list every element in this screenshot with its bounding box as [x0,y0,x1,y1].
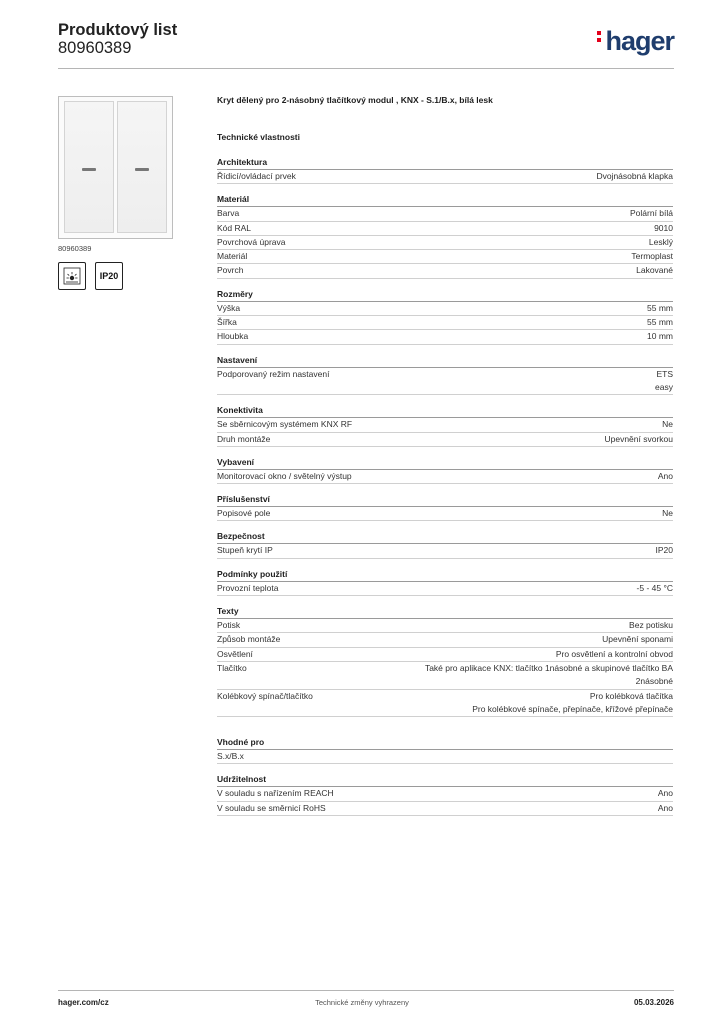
spec-label: Stupeň krytí IP [217,545,273,556]
spec-row [217,787,673,801]
rocker-left [64,101,114,233]
spec-label: Popisové pole [217,508,271,519]
spec-row [217,250,673,264]
section-title: Udržitelnost [217,773,673,787]
spec-section [217,288,673,345]
spec-row [217,316,673,330]
spec-content [217,94,673,825]
section-title: Bezpečnost [217,530,673,544]
spec-label: Šířka [217,317,237,328]
spec-value-line: easy [655,381,673,392]
section-title: Vhodné pro [217,736,673,750]
footer-date: 05.03.2026 [633,998,674,1007]
spec-row [217,648,673,662]
image-caption: 80960389 [58,244,92,253]
spec-value [247,250,673,263]
spec-value [296,170,673,183]
spec-row [217,690,673,718]
spec-value-line: 2násobné [635,676,673,687]
spec-row [217,582,673,596]
spec-row [217,544,673,558]
spec-value [251,222,673,235]
spec-row [217,330,673,344]
footer-website-link[interactable]: hager.com/cz [58,998,109,1007]
spec-label: Se sběrnicovým systémem KNX RF [217,419,353,430]
spec-value-line: IP20 [655,545,673,556]
spec-label: V souladu se směrnicí RoHS [217,802,326,813]
spec-label: V souladu s nařízením REACH [217,788,334,799]
spec-section [217,156,673,184]
spec-section [217,736,673,764]
logo-text: hager [605,26,674,56]
spec-value-line: Lakované [636,265,673,276]
spec-label: Barva [217,208,240,219]
spec-value-line: Ano [657,802,673,813]
ip-rating-text: IP20 [99,271,119,281]
spec-section [217,493,673,521]
spec-value-line: Ano [657,788,673,799]
spec-label: Materiál [217,251,248,262]
spec-value-line: Ne [662,419,673,430]
spec-value-line: 9010 [654,222,673,233]
spec-label: Provozní teplota [217,582,279,593]
spec-row [217,207,673,221]
section-title: Podmínky použití [217,568,673,582]
led-window-icon [82,168,96,171]
spec-label: Podporovaný režim nastavení [217,368,330,379]
spec-value-line: Termoplast [631,251,673,262]
spec-value [239,207,673,220]
tech-heading: Technické vlastnosti [217,132,300,142]
spec-value [270,507,673,520]
section-title: Architektura [217,156,673,170]
spec-value [352,470,673,483]
spec-value-line: 10 mm [647,331,673,342]
footer-disclaimer: Technické změny vyhrazeny [315,998,409,1007]
spec-label: Kód RAL [217,222,252,233]
spec-section [217,530,673,558]
spec-section [217,568,673,596]
spec-label: Řídicí/ovládací prvek [217,171,296,181]
spec-row [217,170,673,184]
spec-value [278,582,673,595]
spec-value-line: Upevnění sponami [602,634,673,645]
header-divider [58,68,674,69]
spec-value [237,316,673,329]
spec-row [217,433,673,447]
spec-value [247,662,673,689]
spec-label: Kolébkový spínač/tlačítko [217,690,313,701]
spec-label: Hloubka [217,331,249,342]
spec-section [217,605,673,717]
spec-row [217,236,673,250]
logo-dots-icon [597,31,602,45]
hager-logo [597,26,674,56]
spec-row [217,264,673,278]
product-heading: Kryt dělený pro 2-násobný tlačítkový modul , KNX - S.1/B.x, bílá lesk [217,95,493,105]
rocker-right [117,101,167,233]
spec-value [270,433,673,446]
spec-value-line: -5 - 45 °C [636,582,673,593]
spec-row [217,368,673,396]
page-title: Produktový list [58,21,178,39]
spec-value-line: Polární bílá [630,208,673,219]
spec-sections [217,156,673,816]
spec-value [243,264,673,277]
spec-value [253,648,673,661]
spec-value [286,236,673,249]
spec-label: Druh montáže [217,433,271,444]
spec-value-line: Ano [657,470,673,481]
spec-value-line: Dvojnásobná klapka [596,171,673,181]
section-title: Texty [217,605,673,619]
spec-value [244,750,673,763]
spec-row [217,418,673,432]
spec-label: Povrch [217,265,244,276]
spec-value-line: Také pro aplikace KNX: tlačítko 1násobné a skupinové tlačítko BA [424,662,673,673]
ip-rating-badge [95,262,123,290]
spec-value-line: Pro kolébkové spínače, přepínače, křížové přepínače [472,703,673,714]
spec-label: Potisk [217,620,241,631]
spec-value [326,802,673,815]
section-title: Rozměry [217,288,673,302]
spec-value [240,302,673,315]
section-title: Příslušenství [217,493,673,507]
footer-divider [58,990,674,991]
spec-row [217,750,673,764]
spec-value [334,787,673,800]
spec-value-line: Ne [662,508,673,519]
spec-value-line: Upevnění svorkou [604,433,673,444]
spec-row [217,662,673,690]
spec-label: Povrchová úprava [217,236,286,247]
spec-value [248,330,673,343]
spec-row [217,507,673,521]
spec-row [217,302,673,316]
spec-value-line: 55 mm [647,317,673,328]
spec-label: S.x/B.x [217,751,244,762]
spec-value-line: Pro kolébková tlačítka [589,690,673,701]
spec-section [217,456,673,484]
product-code: 80960389 [58,39,132,57]
section-title: Nastavení [217,354,673,368]
spec-row [217,619,673,633]
spec-row [217,633,673,647]
spec-value-line: Lesklý [648,236,673,247]
section-title: Konektivita [217,404,673,418]
spec-value [280,633,673,646]
section-spacer [217,726,673,736]
spec-label: Tlačítko [217,662,247,673]
spec-value-line: 55 mm [647,302,673,313]
spec-label: Výška [217,302,241,313]
light-sun-icon [58,262,86,290]
spec-label: Monitorovací okno / světelný výstup [217,470,352,481]
spec-section [217,354,673,396]
section-title: Vybavení [217,456,673,470]
spec-value [352,418,673,431]
spec-section [217,193,673,278]
led-window-icon [135,168,149,171]
spec-value [273,544,673,557]
spec-label: Osvětlení [217,648,253,659]
section-title: Materiál [217,193,673,207]
spec-section [217,773,673,816]
spec-section [217,404,673,447]
spec-value-line: ETS [656,368,673,379]
spec-value-line: Pro osvětlení a kontrolní obvod [555,648,673,659]
spec-value [329,368,673,395]
spec-label: Způsob montáže [217,634,281,645]
spec-row [217,802,673,816]
product-image [58,96,173,239]
spec-value [240,619,673,632]
spec-row [217,470,673,484]
spec-row [217,222,673,236]
spec-value-line: Bez potisku [629,620,673,631]
spec-value [313,690,673,717]
